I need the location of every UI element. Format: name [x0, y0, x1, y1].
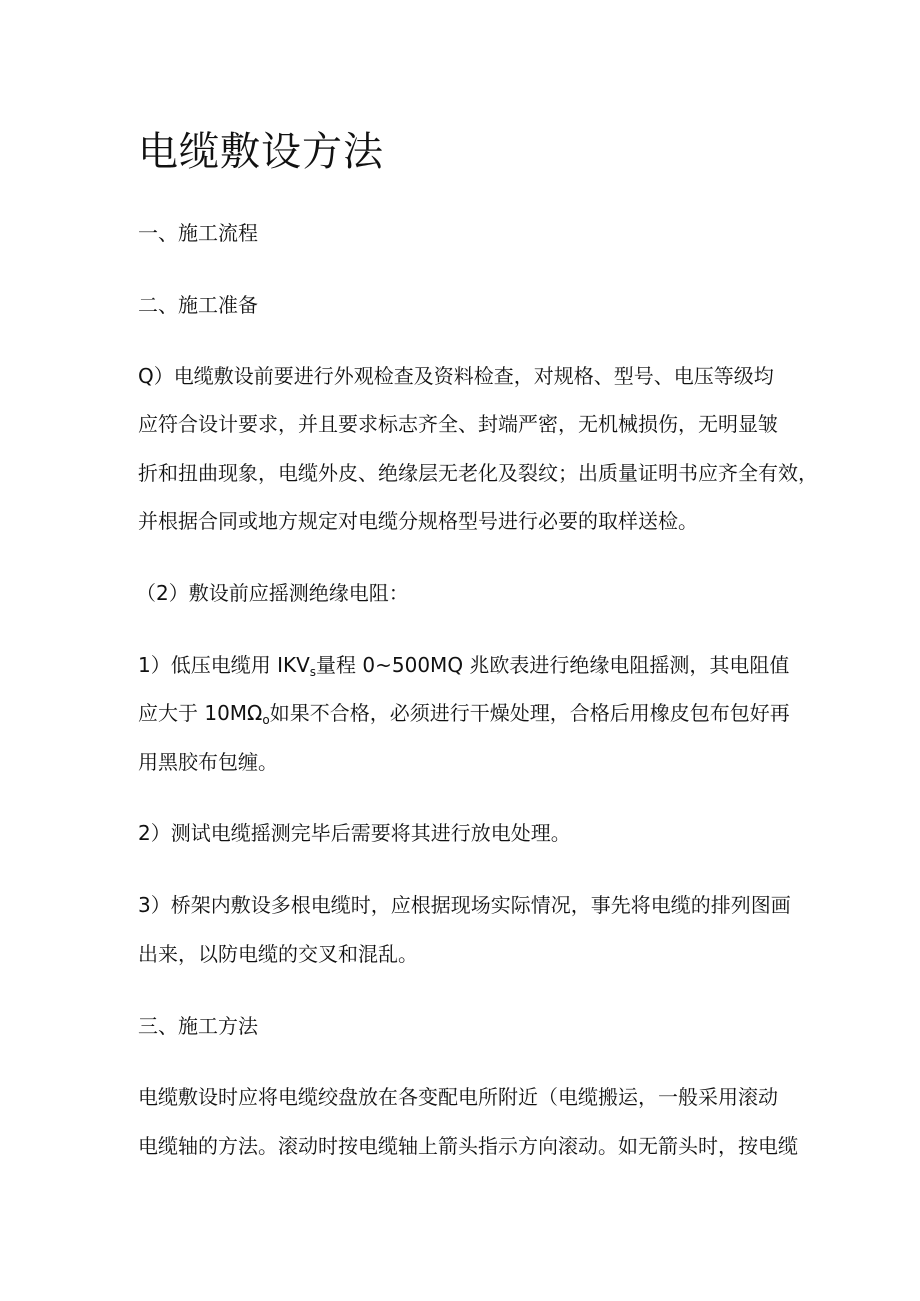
item-1-line-1-suffix: 量程 0~500MQ 兆欧表进行绝缘电阻摇测，其电阻值 — [316, 653, 790, 677]
paragraph-inspection-line-3: 折和扭曲现象，电缆外皮、绝缘层无老化及裂纹；出质量证明书应齐全有效， — [138, 461, 818, 485]
item-1-line-2 — [138, 700, 790, 733]
item-1-line-1-prefix: 1）低压电缆用 IKV — [138, 653, 310, 677]
item-1-line-1 — [138, 652, 789, 685]
section-heading-process: 一、施工流程 — [138, 221, 258, 245]
paragraph-inspection-line-2: 应符合设计要求，并且要求标志齐全、封端严密，无机械损伤，无明显皱 — [138, 412, 778, 436]
paragraph-inspection-line-4: 并根据合同或地方规定对电缆分规格型号进行必要的取样送检。 — [138, 509, 698, 533]
paragraph-method-line-1: 电缆敷设时应将电缆绞盘放在各变配电所附近（电缆搬运，一般采用滚动 — [138, 1085, 778, 1109]
document-title: 电缆敷设方法 — [138, 129, 384, 175]
paragraph-inspection-line-1: Q）电缆敷设前要进行外观检查及资料检查，对规格、型号、电压等级均 — [138, 364, 774, 388]
paragraph-method-line-2: 电缆轴的方法。滚动时按电缆轴上箭头指示方向滚动。如无箭头时，按电缆 — [138, 1134, 798, 1158]
item-1-line-1-subscript: s — [309, 665, 317, 679]
item-1-line-3: 用黑胶布包缠。 — [138, 750, 278, 774]
item-1-line-2-prefix: 应大于 10MΩ — [138, 701, 263, 725]
item-3-line-1: 3）桥架内敷设多根电缆时，应根据现场实际情况，事先将电缆的排列图画 — [138, 893, 791, 917]
section-heading-preparation: 二、施工准备 — [138, 293, 258, 317]
section-heading-method: 三、施工方法 — [138, 1014, 258, 1038]
item-1-line-2-subscript: o — [262, 713, 270, 727]
item-2-discharge: 2）测试电缆摇测完毕后需要将其进行放电处理。 — [138, 821, 571, 845]
item-1-line-2-suffix: 如果不合格，必须进行干燥处理，合格后用橡皮包布包好再 — [269, 701, 790, 725]
item-3-line-2: 出来，以防电缆的交叉和混乱。 — [138, 942, 418, 966]
item-heading-insulation: （2）敷设前应摇测绝缘电阻： — [136, 581, 409, 605]
